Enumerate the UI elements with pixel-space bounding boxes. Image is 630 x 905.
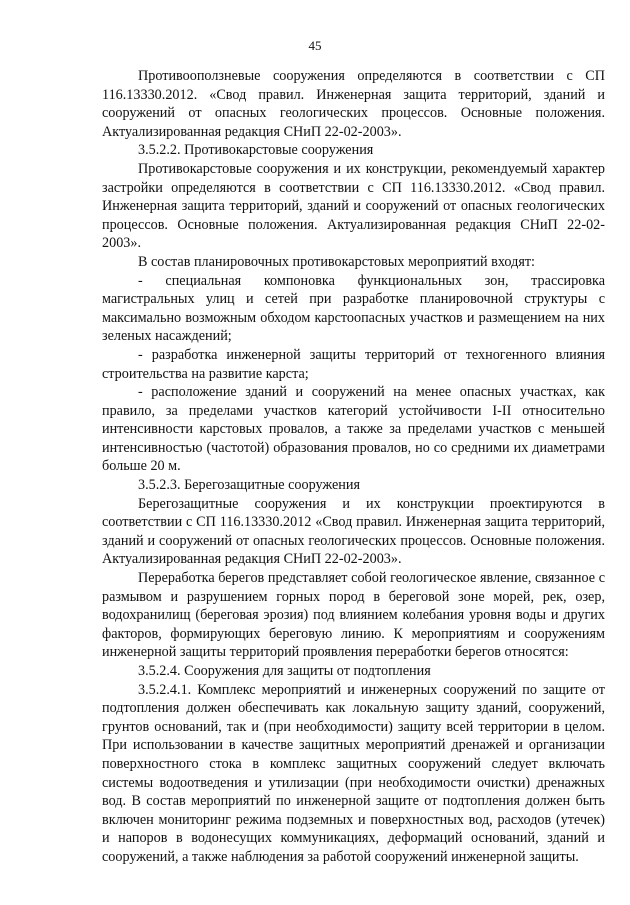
paragraph-karst-measures-intro: В состав планировочных противокарстовых мероприятий входят:	[138, 253, 535, 270]
paragraph-flooding-protection: 3.5.2.4.1. Комплекс мероприятий и инженерных сооружений по защите от подтопления должен обеспечивать как локальную защиту зданий, сооружений, грунтов оснований, так и (при необходимости) защиту всей территории в целом. При использовании в качестве защитных мероприятий дренажей и организации поверхностного стока в комплекс защитных сооружений следует включать системы водоотведения и утилизации (при необходимости очистки) дренажных вод. В состав мероприятий по инженерной защите от подтопления должен быть включен мониторинг режима подземных и поверхностных вод, расходов (утечек) и напоров в водонесущих коммуникациях, деформаций оснований, зданий и сооружений, а также наблюдения за работой сооружений инженерной защиты.	[102, 681, 605, 865]
list-item-building-placement: - расположение зданий и сооружений на менее опасных участках, как правило, за пределами участков категорий устойчивости I-II относительно интенсивности карстовых провалов, а также за пределами участков с меньшей интенсивностью (частотой) образования провалов, но со средними их диаметрами больше 20 м.	[102, 384, 605, 475]
paragraph-landslide-structures: Противооползневые сооружения определяются в соответствии с СП 116.13330.2012. «Свод правил. Инженерная защита территорий, зданий и сооружений от опасных геологических процессов. Основные положения. Актуализированная редакция СНиП 22-02-2003».	[102, 68, 605, 140]
page-number: 45	[308, 38, 322, 53]
paragraph-shore-erosion: Переработка берегов представляет собой геологическое явление, связанное с размывом и разрушением горных пород в береговой зоне морей, рек, озер, водохранилищ (береговая эрозия) под влиянием колебания уровня воды и других факторов, формирующих береговую линию. К мероприятиям и сооружениям инженерной защиты территорий проявления переработки берегов относятся:	[102, 570, 605, 661]
section-heading-3-5-2-2: 3.5.2.2. Противокарстовые сооружения	[138, 142, 374, 159]
document-body	[102, 67, 605, 867]
paragraph-karst-structures: Противокарстовые сооружения и их конструкции, рекомендуемый характер застройки определяются в соответствии с СП 116.13330.2012. «Свод правил. Инженерная защита территорий, зданий и сооружений от опасных геологических процессов. Основные положения. Актуализированная редакция СНиП 22-02-2003».	[102, 160, 605, 252]
section-heading-3-5-2-4: 3.5.2.4. Сооружения для защиты от подтопления	[138, 663, 431, 679]
list-item-engineering-protection: - разработка инженерной защиты территорий от техногенного влияния строительства на развитие карста;	[102, 346, 605, 382]
paragraph-shore-protection: Берегозащитные сооружения и их конструкции проектируются в соответствии с СП 116.13330.2012 «Свод правил. Инженерная защита территорий, зданий и сооружений от опасных геологических процессов. Основные положения. Актуализированная редакция СНиП 22-02-2003».	[102, 495, 605, 568]
section-heading-3-5-2-3: 3.5.2.3. Берегозащитные сооружения	[138, 477, 361, 494]
list-item-zone-layout: - специальная компоновка функциональных зон, трассировка магистральных улиц и сетей при разработке планировочной структуры с максимально возможным обходом карстоопасных участков и размещением на них зеленых насаждений;	[102, 272, 605, 345]
